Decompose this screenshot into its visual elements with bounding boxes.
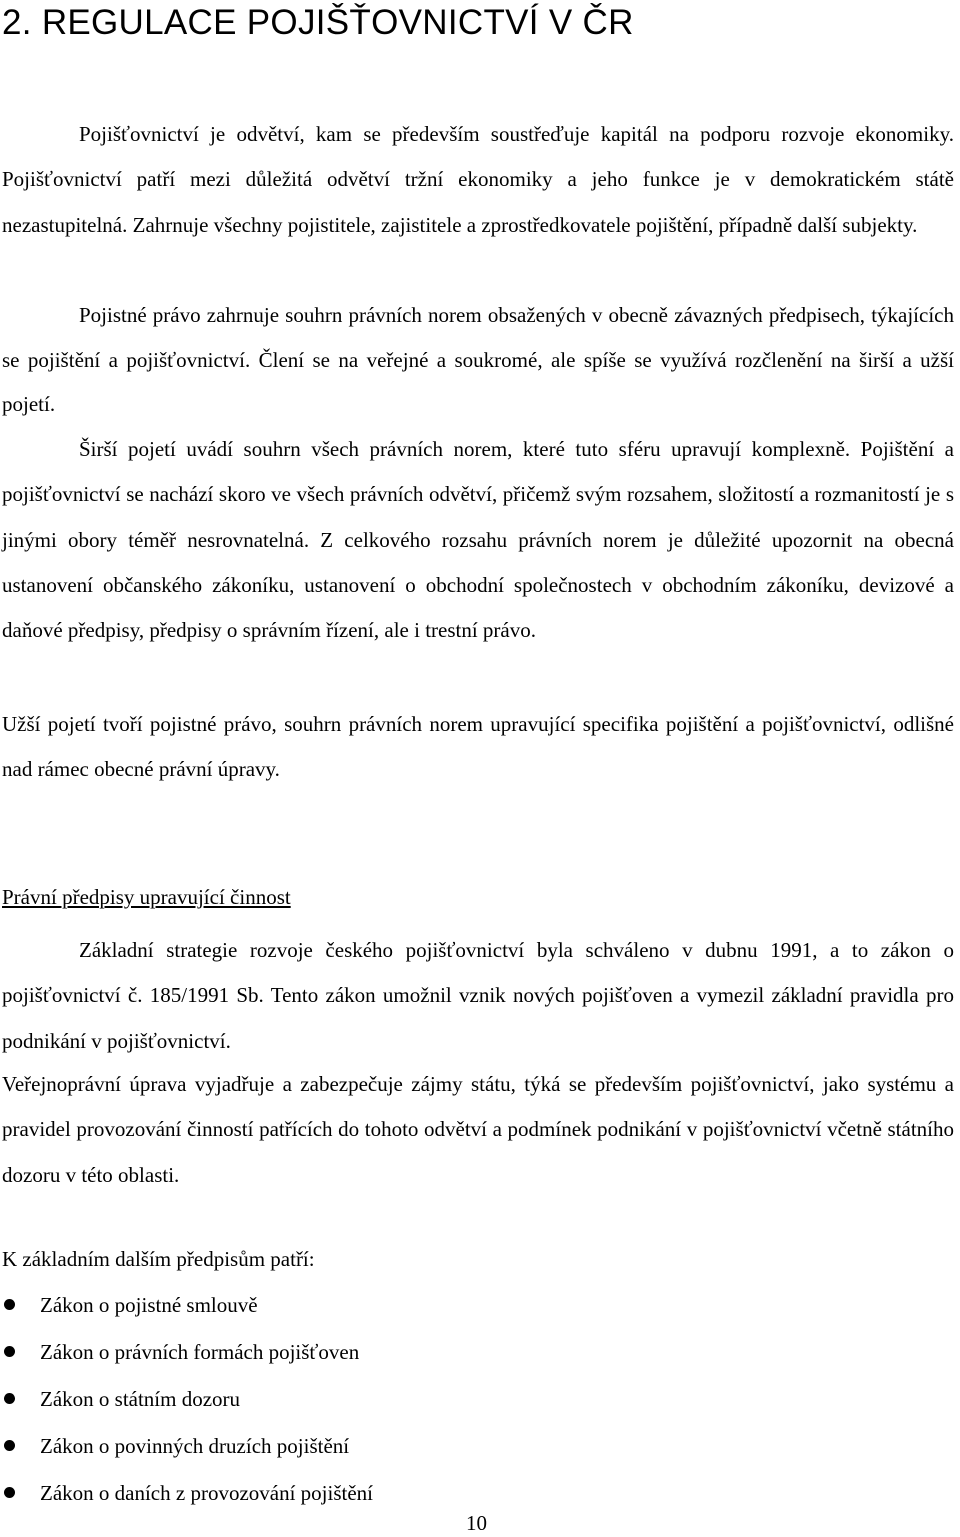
bullet-icon xyxy=(4,1299,15,1310)
list-item-label: Zákon o státním dozoru xyxy=(40,1387,241,1411)
bullet-icon xyxy=(4,1393,15,1404)
intro-paragraph-2: Pojistné právo zahrnuje souhrn právních norem obsažených v obecně závazných předpisech, týkajících se pojištění a pojišťovnictví. Člení se na veřejné a soukromé, ale spíše se využívá rozčlenění na širší a užší pojetí. xyxy=(2,303,954,416)
list-intro: K základním dalším předpisům patří: xyxy=(2,1247,315,1271)
list-item-label: Zákon o právních formách pojišťoven xyxy=(40,1340,360,1364)
page-number: 10 xyxy=(466,1511,487,1535)
page-title: 2. REGULACE POJIŠŤOVNICTVÍ V ČR xyxy=(2,3,634,42)
section-heading: Právní předpisy upravující činnost xyxy=(2,885,291,909)
intro-paragraph-1: Pojišťovnictví je odvětví, kam se především soustřeďuje kapitál na podporu rozvoje ekonomiky. Pojišťovnictví patří mezi důležitá odvětví tržní ekonomiky a jeho funkce je v demokratickém státě nezastupitelná. Zahrnuje všechny pojistitele, zajistitele a zprostředkovatele pojištění, případně další subjekty. xyxy=(2,122,954,237)
section-paragraph-2: Veřejnoprávní úprava vyjadřuje a zabezpečuje zájmy státu, týká se především pojišťovnictví, jako systému a pravidel provozování činností patřících do tohoto odvětví a podmínek podnikání v pojišťovnictví včetně státního dozoru v této oblasti. xyxy=(2,1072,954,1187)
bullet-icon xyxy=(4,1440,15,1451)
list-item-label: Zákon o pojistné smlouvě xyxy=(40,1293,258,1317)
list-item-label: Zákon o daních z provozování pojištění xyxy=(40,1481,373,1505)
bullet-icon xyxy=(4,1346,15,1357)
intro-paragraph-4: Užší pojetí tvoří pojistné právo, souhrn právních norem upravující specifika pojištění a pojišťovnictví, odlišné nad rámec obecné právní úpravy. xyxy=(2,712,954,782)
list-item-label: Zákon o povinných druzích pojištění xyxy=(40,1434,350,1458)
bullet-icon xyxy=(4,1487,15,1498)
section-paragraph-1: Základní strategie rozvoje českého pojišťovnictví byla schváleno v dubnu 1991, a to zákon o pojišťovnictví č. 185/1991 Sb. Tento zákon umožnil vznik nových pojišťoven a vymezil základní pravidla pro podnikání v pojišťovnictví. xyxy=(2,938,954,1053)
intro-paragraph-3: Širší pojetí uvádí souhrn všech právních norem, které tuto sféru upravují komplexně. Pojištění a pojišťovnictví se nachází skoro ve všech právních odvětví, přičemž svým rozsahem, složitostí a rozmanitostí je s jinými obory téměř nesrovnatelná. Z celkového rozsahu právních norem je důležité upozornit na obecná ustanovení občanského zákoníku, ustanovení o obchodní společnostech v obchodním zákoníku, devizové a daňové předpisy, předpisy o správním řízení, ale i trestní právo. xyxy=(2,437,954,643)
